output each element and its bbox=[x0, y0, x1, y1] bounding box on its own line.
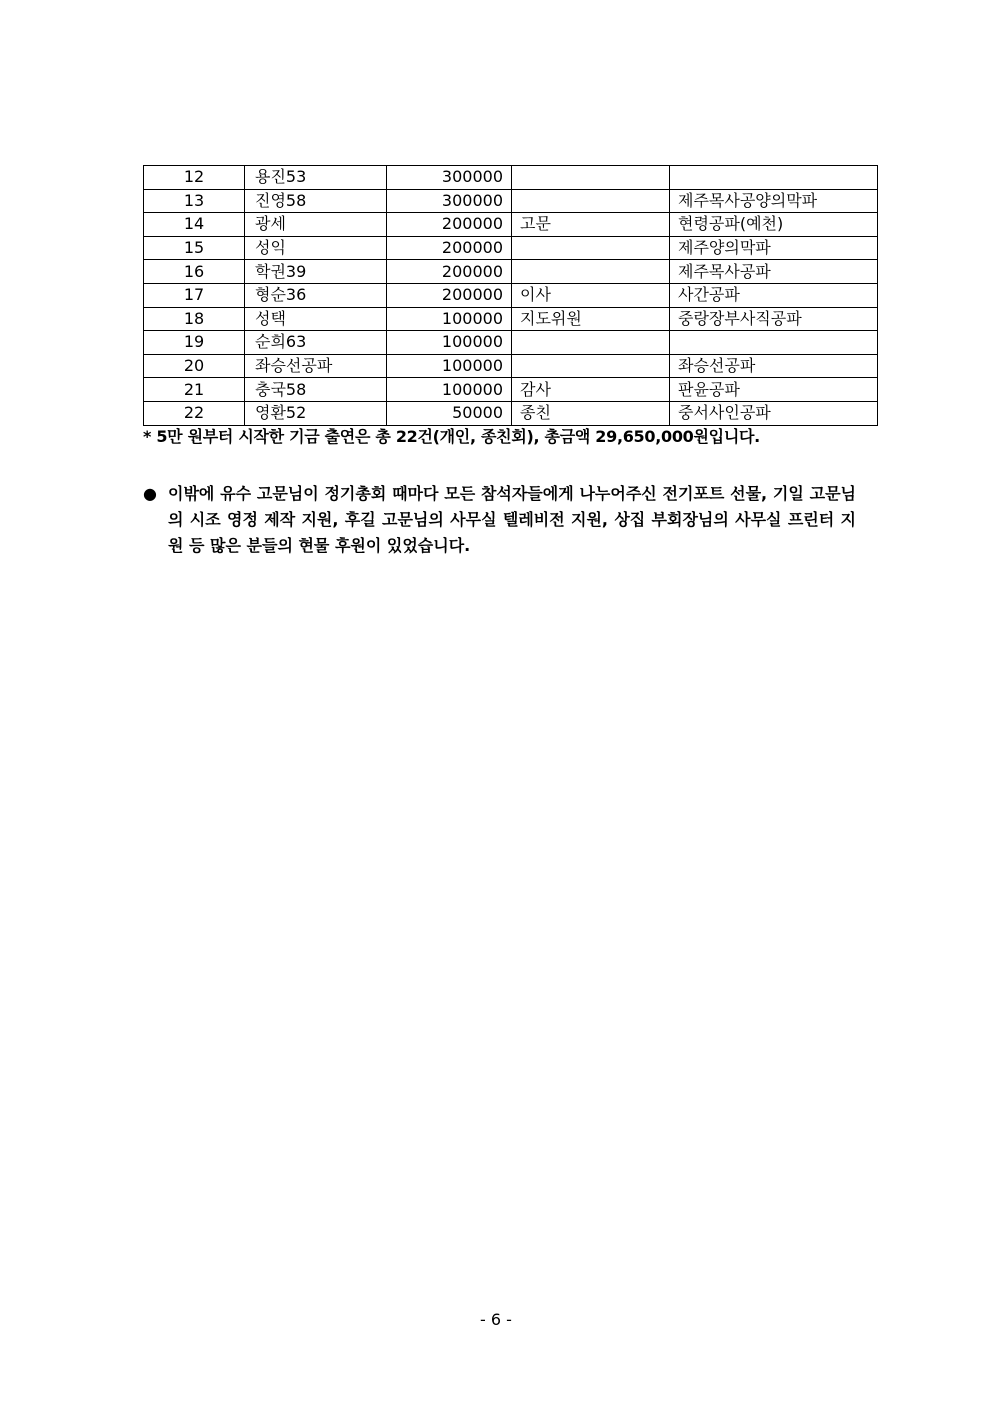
cell-clan bbox=[670, 331, 878, 355]
cell-number: 19 bbox=[144, 331, 245, 355]
cell-clan: 제주목사공양의막파 bbox=[670, 189, 878, 213]
cell-name: 좌승선공파 bbox=[245, 354, 387, 378]
cell-number: 12 bbox=[144, 166, 245, 190]
cell-clan bbox=[670, 166, 878, 190]
cell-number: 13 bbox=[144, 189, 245, 213]
cell-name: 학권39 bbox=[245, 260, 387, 284]
cell-amount: 300000 bbox=[387, 166, 512, 190]
cell-role: 고문 bbox=[512, 213, 670, 237]
footnote: * 5만 원부터 시작한 기금 출연은 총 22건(개인, 종친회), 총금액 29,650,000원입니다. bbox=[143, 427, 760, 446]
cell-number: 21 bbox=[144, 378, 245, 402]
donation-table-body bbox=[144, 166, 878, 426]
cell-number: 14 bbox=[144, 213, 245, 237]
cell-amount: 50000 bbox=[387, 401, 512, 425]
cell-amount: 300000 bbox=[387, 189, 512, 213]
cell-number: 22 bbox=[144, 401, 245, 425]
cell-role bbox=[512, 331, 670, 355]
table-row bbox=[144, 401, 878, 425]
cell-clan: 중랑장부사직공파 bbox=[670, 307, 878, 331]
cell-name: 형순36 bbox=[245, 283, 387, 307]
table-row bbox=[144, 166, 878, 190]
cell-name: 성택 bbox=[245, 307, 387, 331]
cell-role bbox=[512, 189, 670, 213]
cell-number: 16 bbox=[144, 260, 245, 284]
table-row bbox=[144, 260, 878, 284]
cell-role bbox=[512, 236, 670, 260]
table-row bbox=[144, 236, 878, 260]
cell-role: 감사 bbox=[512, 378, 670, 402]
table-row bbox=[144, 307, 878, 331]
cell-clan: 제주양의막파 bbox=[670, 236, 878, 260]
table-row bbox=[144, 189, 878, 213]
bullet-icon: ● bbox=[143, 484, 157, 503]
cell-role bbox=[512, 260, 670, 284]
cell-name: 광세 bbox=[245, 213, 387, 237]
cell-clan: 판윤공파 bbox=[670, 378, 878, 402]
table-row bbox=[144, 213, 878, 237]
in-kind-support-note bbox=[143, 481, 856, 559]
cell-clan: 중서사인공파 bbox=[670, 401, 878, 425]
cell-amount: 200000 bbox=[387, 260, 512, 284]
cell-clan: 사간공파 bbox=[670, 283, 878, 307]
table-row bbox=[144, 354, 878, 378]
cell-number: 17 bbox=[144, 283, 245, 307]
cell-name: 충국58 bbox=[245, 378, 387, 402]
cell-amount: 100000 bbox=[387, 354, 512, 378]
cell-clan: 현령공파(예천) bbox=[670, 213, 878, 237]
cell-role: 종친 bbox=[512, 401, 670, 425]
cell-clan: 좌승선공파 bbox=[670, 354, 878, 378]
cell-amount: 100000 bbox=[387, 307, 512, 331]
cell-amount: 100000 bbox=[387, 378, 512, 402]
page-number: - 6 - bbox=[480, 1310, 512, 1329]
cell-role bbox=[512, 166, 670, 190]
cell-amount: 200000 bbox=[387, 283, 512, 307]
cell-amount: 200000 bbox=[387, 213, 512, 237]
table-row bbox=[144, 331, 878, 355]
cell-amount: 100000 bbox=[387, 331, 512, 355]
cell-role: 이사 bbox=[512, 283, 670, 307]
donation-table bbox=[143, 165, 878, 426]
cell-number: 18 bbox=[144, 307, 245, 331]
cell-role bbox=[512, 354, 670, 378]
cell-name: 진영58 bbox=[245, 189, 387, 213]
cell-name: 순희63 bbox=[245, 331, 387, 355]
table-row bbox=[144, 378, 878, 402]
cell-amount: 200000 bbox=[387, 236, 512, 260]
cell-name: 성익 bbox=[245, 236, 387, 260]
note-text: 이밖에 유수 고문님이 정기총회 때마다 모든 참석자들에게 나누어주신 전기포트 선물, 기일 고문님의 시조 영정 제작 지원, 후길 고문님의 사무실 텔레비전 지원, 상집 부회장님의 사무실 프린터 지원 등 많은 분들의 현물 후원이 있었습니다. bbox=[168, 484, 856, 555]
cell-number: 15 bbox=[144, 236, 245, 260]
cell-name: 용진53 bbox=[245, 166, 387, 190]
table-row bbox=[144, 283, 878, 307]
cell-clan: 제주목사공파 bbox=[670, 260, 878, 284]
cell-name: 영환52 bbox=[245, 401, 387, 425]
cell-number: 20 bbox=[144, 354, 245, 378]
cell-role: 지도위원 bbox=[512, 307, 670, 331]
